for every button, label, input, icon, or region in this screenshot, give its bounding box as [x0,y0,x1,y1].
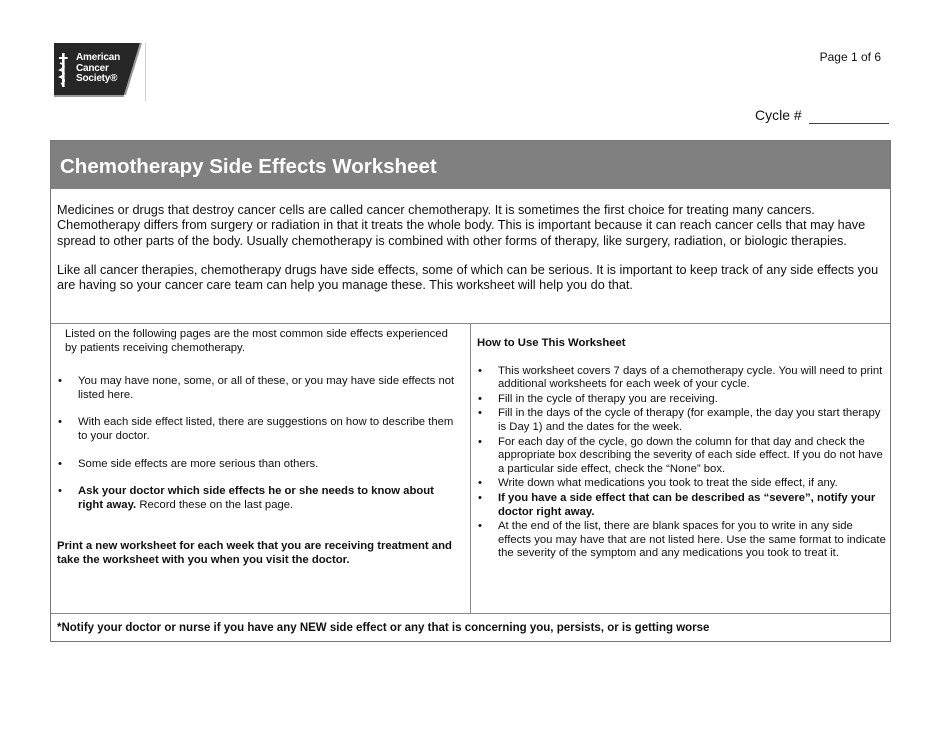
list-item-bold-text: Ask your doctor which side effects he or she needs to know about right away. [78,485,434,511]
cycle-label: Cycle # [755,107,802,123]
bullet-icon: • [478,407,482,420]
how-to-heading: How to Use This Worksheet [477,337,626,349]
bullet-icon: • [58,375,62,388]
list-item [57,485,462,512]
list-item-text: Some side effects are more serious than others. [78,457,319,470]
list-item-text: Write down what medications you took to treat the side effect, if any. [498,477,838,490]
left-column [57,328,462,568]
divider-bottom [51,613,890,614]
left-lead-text: Listed on the following pages are the most common side effects experienced by patients receiving chemotherapy. [65,328,448,354]
list-item-text: With each side effect listed, there are suggestions on how to describe them to your doctor. [78,416,454,442]
list-item-tail-text: Record these on the last page. [136,498,294,511]
page-title: Chemotherapy Side Effects Worksheet [60,155,437,178]
list-item [477,436,887,477]
bullet-icon: • [478,364,482,377]
list-item-bold-text: If you have a side effect that can be described as “severe”, notify your doctor right away. [498,491,876,518]
list-item-text: Fill in the days of the cycle of therapy (for example, the day you start therapy is Day 1) and the dates for the week. [498,407,881,433]
list-item-text: Fill in the cycle of therapy you are receiving. [498,392,718,405]
intro-section [57,203,883,307]
list-item-text: You may have none, some, or all of these, or you may have side effects not listed here. [78,375,455,401]
logo-line-1: American [76,52,120,63]
logo-line-2: Cancer [76,62,109,74]
bullet-icon: • [58,485,62,498]
list-item [57,375,462,402]
bullet-icon: • [58,416,62,429]
list-item [477,365,887,392]
bullet-icon: • [478,392,482,405]
list-item [477,520,887,561]
bullet-icon: • [58,457,62,470]
page-number: Page 1 of 6 [819,50,881,64]
list-item [477,492,887,519]
intro-paragraph-2: Like all cancer therapies, chemotherapy drugs have side effects, some of which can be serious. It is important to keep track of any side effects you are having so your cancer care team can help you manage these. This worksheet will help you do that. [57,262,879,293]
logo-divider [145,43,146,101]
column-divider [470,323,471,613]
cycle-input-line[interactable] [809,123,889,124]
intro-paragraph-1: Medicines or drugs that destroy cancer cells are called cancer chemotherapy. It is sometimes the first choice for treating many cancers. Chemotherapy differs from surgery or radiation in that it treats the whole body. This is important because it can reach cancer cells that may have spread to other parts of the body. Usually chemotherapy is combined with other forms of therapy, like surgery, radiation, or biologic therapies. [57,203,866,248]
right-column [477,337,887,561]
logo-line-3: Society® [76,73,118,84]
logo-wordmark [76,53,120,85]
list-item [477,407,887,434]
notify-note: *Notify your doctor or nurse if you have any NEW side effect or any that is concerning you, persists, or is getting worse [57,622,710,634]
list-item-text: This worksheet covers 7 days of a chemotherapy cycle. You will need to print additional worksheets for each week of your cycle. [498,364,883,391]
bullet-icon: • [478,520,482,533]
bullet-icon: • [478,491,482,504]
bullet-icon: • [478,477,482,490]
list-item [477,477,887,491]
list-item [477,393,887,407]
title-band [51,141,890,189]
bullet-icon: • [478,435,482,448]
list-item-text: For each day of the cycle, go down the column for that day and check the appropriate box describing the severity of each side effect. If you do not have a particular side effect, check the “None” box. [498,435,883,475]
print-instruction: Print a new worksheet for each week that you are receiving treatment and take the worksheet with you when you visit the doctor. [57,540,452,566]
list-item [57,458,462,472]
list-item-text: At the end of the list, there are blank spaces for you to write in any side effects you may have that are not listed here. Use the same format to indicate the severity of the symptom and any medications you took to treat it. [498,520,886,560]
worksheet-frame [50,140,891,642]
list-item [57,416,462,443]
